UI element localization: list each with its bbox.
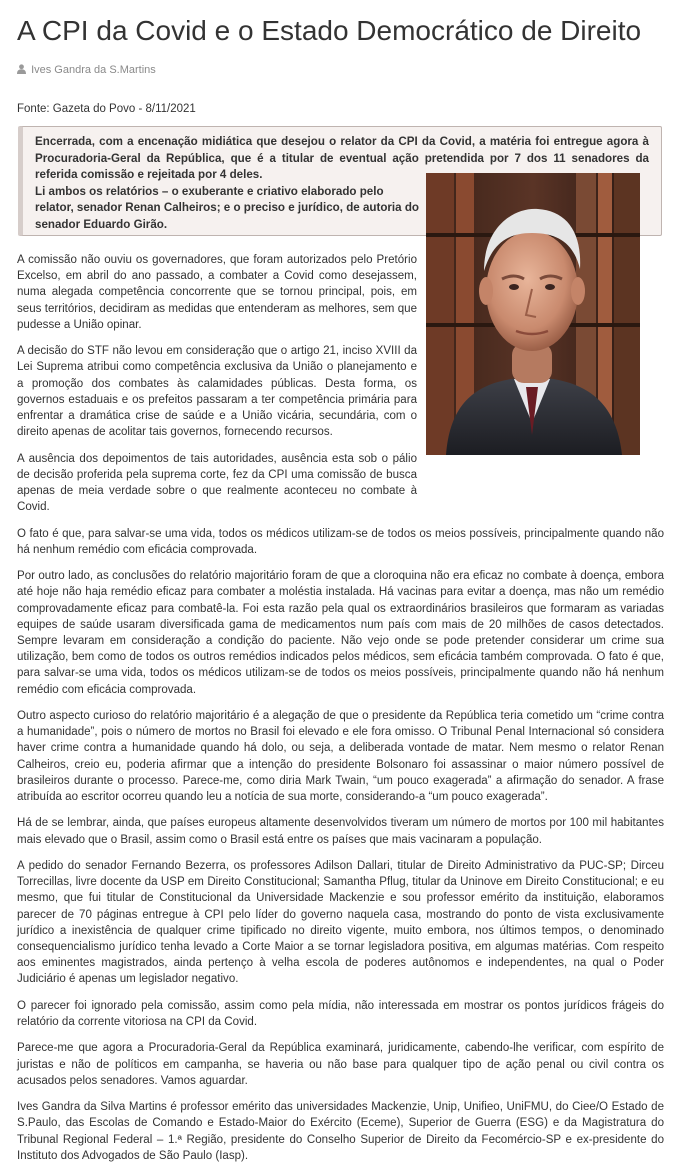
body-paragraph: A pedido do senador Fernando Bezerra, os professores Adilson Dallari, titular de Direito Administrativo da PUC-SP; Dirceu Torrecillas, livre docente da USP em Direito Constitucional; Samantha Pflug, titular da Uninove em Direito Constitucional; e eu mesmo, que fui titular de Constitucional da Universidade Mackenzie e sou professor emérito da instituição, elaboramos parecer de 70 páginas entregue à CPI pelo líder do governo naquela casa, mostrando do ponto de vista exclusivamente jurídico a inexistência de qualquer crime tipificado no direito vigente, muito embora, nos últimos tempos, o denominado consequencialismo jurídico tenha levado a Corte Maior a se tornar legisladora positiva, em algumas matérias. Com respeito aos eminentes magistrados, ainda pertenço à velha escola de poderes autônomos e independentes, na qual o Poder Judiciário é apenas um legislador negativo. — [17, 860, 664, 986]
body-paragraph: A ausência dos depoimentos de tais autoridades, ausência esta sob o pálio de decisão proferida pela suprema corte, fez da CPI uma comissão de busca apenas de meia verdade sobre o que realmente aconteceu no combate à Covid. — [17, 452, 417, 514]
user-icon — [17, 64, 26, 74]
body-paragraph: A comissão não ouviu os governadores, que foram autorizados pelo Pretório Excelso, em abril do ano passado, a combater a Covid como desejassem, numa alegada competência concorrente que se tornou principal, pois, em seus territórios, decidiram as medidas que entenderam as melhores, sem que pudesse a União opinar. — [17, 254, 417, 331]
body-paragraph: Parece-me que agora a Procuradoria-Geral da República examinará, juridicamente, cabendo-lhe verificar, com espírito de juristas e não de políticos em campanha, se haveria ou não base para qualquer tipo de ação penal ou civil contra os acusados pelos senadores. Vamos aguardar. — [17, 1042, 664, 1087]
author-name: Ives Gandra da S.Martins — [31, 64, 156, 76]
body-paragraph: Há de se lembrar, ainda, que países europeus altamente desenvolvidos tiveram um número de mortos por 100 mil habitantes mais elevado que o Brasil, assim como o Brasil está entre os países que mais vacinaram a população. — [17, 817, 664, 846]
article-title: A CPI da Covid e o Estado Democrático de Direito — [17, 15, 642, 46]
body-paragraph: Ives Gandra da Silva Martins é professor emérito das universidades Mackenzie, Unip, Unifieo, UniFMU, do Ciee/O Estado de S.Paulo, das Escolas de Comando e Estado-Maior do Exército (Eceme), Superior de Guerra (ESG) e da Magistratura do Tribunal Regional Federal – 1.ª Região, presidente do Conselho Superior de Direito da Fecomércio-SP e ex-presidente do Instituto dos Advogados de São Paulo (Iasp). — [17, 1101, 664, 1162]
body-paragraph: Outro aspecto curioso do relatório majoritário é a alegação de que o presidente da República teria cometido um “crime contra a humanidade”, pois o número de mortos no Brasil foi elevado e ele fora omisso. O Tribunal Penal Internacional só considera haver crime contra a humanidade quando há dolo, ou seja, a deliberada vontade de matar. Nem mesmo o relator Renan Calheiros, creio eu, poderia afirmar que a intenção do presidente Bolsonaro foi assassinar o maior número possível de brasileiros durante o processo. Parece-me, como diria Mark Twain, “um pouco exagerada” a afirmação do senador. A frase atribuída ao escritor ocorreu quando leu a notícia de sua morte, considerando-a “um pouco exagerada”. — [17, 710, 664, 804]
body-paragraph: A decisão do STF não levou em consideração que o artigo 21, inciso XVIII da Lei Suprema atribui como competência exclusiva da União o planejamento e a promoção dos combates às calamidades públicas. Desta forma, os governos estaduais e os prefeitos passaram a ter competência primária para enfrentar a dramática crise de saúde e a União vicária, secundária, com o direito apenas de acolitar tais governos, fornecendo recursos. — [17, 345, 417, 439]
summary-paragraph: Li ambos os relatórios – o exuberante e criativo elaborado pelo relator, senador Renan Calheiros; e o preciso e jurídico, de autoria do senador Eduardo Girão. — [35, 184, 419, 231]
article-body — [17, 252, 664, 1174]
summary-paragraph: Encerrada, com a encenação midiática que desejou o relator da CPI da Covid, a matéria foi entregue agora à Procuradoria-Geral da República, que é a titular de eventual ação pretendida por 7 dos 11 senadores da referida comissão e rejeitada por 4 deles. — [35, 135, 649, 181]
body-paragraph: Por outro lado, as conclusões do relatório majoritário foram de que a cloroquina não era eficaz no combate à doença, embora até hoje não haja remédio eficaz para combater a moléstia instalada. Há vacinas para evitar a doença, mas não um remédio comprovadamente eficaz para combatê-la. Foi esta razão pela qual os extraordinários brasileiros que formaram as variadas equipes de saúde usaram diversificada gama de medicamentos num país com mais de 20 milhões de casos detectados. Sempre levaram em consideração a condição do paciente. Não vejo onde se pode pretender considerar um crime sua utilização, bem como de todos os outros remédios indicados pelos médicos, sem eficácia também comprovada. O fato é que, para salvar-se uma vida, todos os médicos utilizam-se de todos os meios possíveis, principalmente quando não há nenhum remédio com eficácia comprovada. — [17, 570, 664, 696]
body-paragraph: O parecer foi ignorado pela comissão, assim como pela mídia, não interessada em mostrar os pontos jurídicos frágeis do relatório da corrente vitoriosa na CPI da Covid. — [17, 999, 664, 1029]
body-paragraph: O fato é que, para salvar-se uma vida, todos os médicos utilizam-se de todos os meios possíveis, principalmente quando não há nenhum remédio com eficácia comprovada. — [17, 527, 664, 556]
author-line — [17, 63, 156, 77]
source-line: Fonte: Gazeta do Povo - 8/11/2021 — [17, 103, 196, 115]
